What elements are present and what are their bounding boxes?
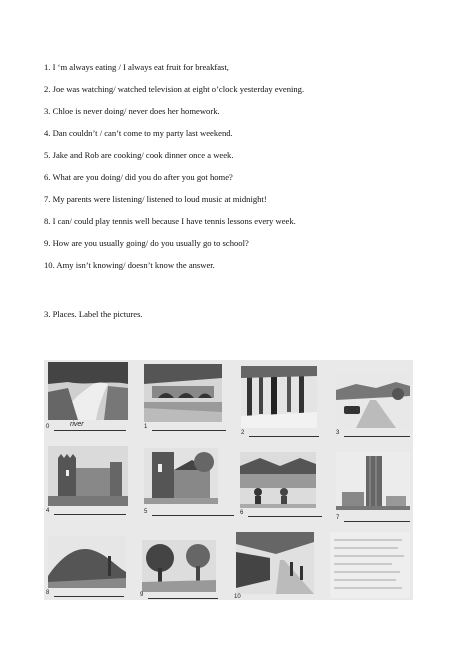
answer-line-1 xyxy=(152,430,226,431)
picture-market xyxy=(240,452,316,508)
answer-line-9 xyxy=(148,598,218,599)
sentence-2: 2. Joe was watching/ watched television at eight o’clock yesterday evening. xyxy=(44,84,305,94)
picture-forest xyxy=(241,366,317,428)
sentence-6: 6. What are you doing/ did you do after you got home? xyxy=(44,172,233,182)
picture-bridge xyxy=(144,364,222,422)
sentence-7: 7. My parents were listening/ listened to loud music at midnight! xyxy=(44,194,267,204)
picture-number-4: 4 xyxy=(46,508,50,514)
section-title: 3. Places. Label the pictures. xyxy=(44,309,143,319)
sentence-10: 10. Amy isn’t knowing/ doesn’t know the answer. xyxy=(44,260,215,270)
sentence-3: 3. Chloe is never doing/ never does her homework. xyxy=(44,106,220,116)
picture-number-10: 10 xyxy=(234,594,241,600)
answer-line-0 xyxy=(54,430,126,431)
answer-line-3 xyxy=(344,436,410,437)
sentence-5: 5. Jake and Rob are cooking/ cook dinner once a week. xyxy=(44,150,234,160)
picture-number-7: 7 xyxy=(336,515,340,521)
answer-0: river xyxy=(70,421,84,428)
sentence-9: 9. How are you usually going/ do you usually go to school? xyxy=(44,238,249,248)
picture-river xyxy=(48,362,128,420)
sentence-4: 4. Dan couldn’t / can’t come to my party last weekend. xyxy=(44,128,233,138)
picture-number-2: 2 xyxy=(241,430,245,436)
picture-station xyxy=(236,532,314,594)
picture-number-1: 1 xyxy=(144,424,148,430)
picture-number-9: 9 xyxy=(140,592,144,598)
pictures-panel xyxy=(44,360,413,600)
picture-park xyxy=(142,540,216,592)
answer-line-7 xyxy=(344,521,410,522)
answer-line-4 xyxy=(54,514,126,515)
picture-number-3: 3 xyxy=(336,430,340,436)
picture-road xyxy=(336,374,410,428)
answer-line-2 xyxy=(249,436,319,437)
answer-line-6 xyxy=(248,516,322,517)
sentence-8: 8. I can/ could play tennis well because I have tennis lessons every week. xyxy=(44,216,296,226)
picture-number-0: 0 xyxy=(46,424,50,430)
answer-line-8 xyxy=(54,596,124,597)
sentence-1: 1. I ‘m always eating / I always eat fruit for breakfast, xyxy=(44,62,229,72)
picture-number-8: 8 xyxy=(46,590,50,596)
exercise-sentences xyxy=(44,62,464,282)
faded-text-background xyxy=(330,532,410,598)
picture-number-5: 5 xyxy=(144,509,148,515)
answer-line-5 xyxy=(152,515,234,516)
picture-church xyxy=(144,448,218,504)
picture-skyscraper xyxy=(336,452,410,510)
picture-number-6: 6 xyxy=(240,510,244,516)
picture-castle xyxy=(48,446,128,506)
picture-hill xyxy=(48,536,126,588)
